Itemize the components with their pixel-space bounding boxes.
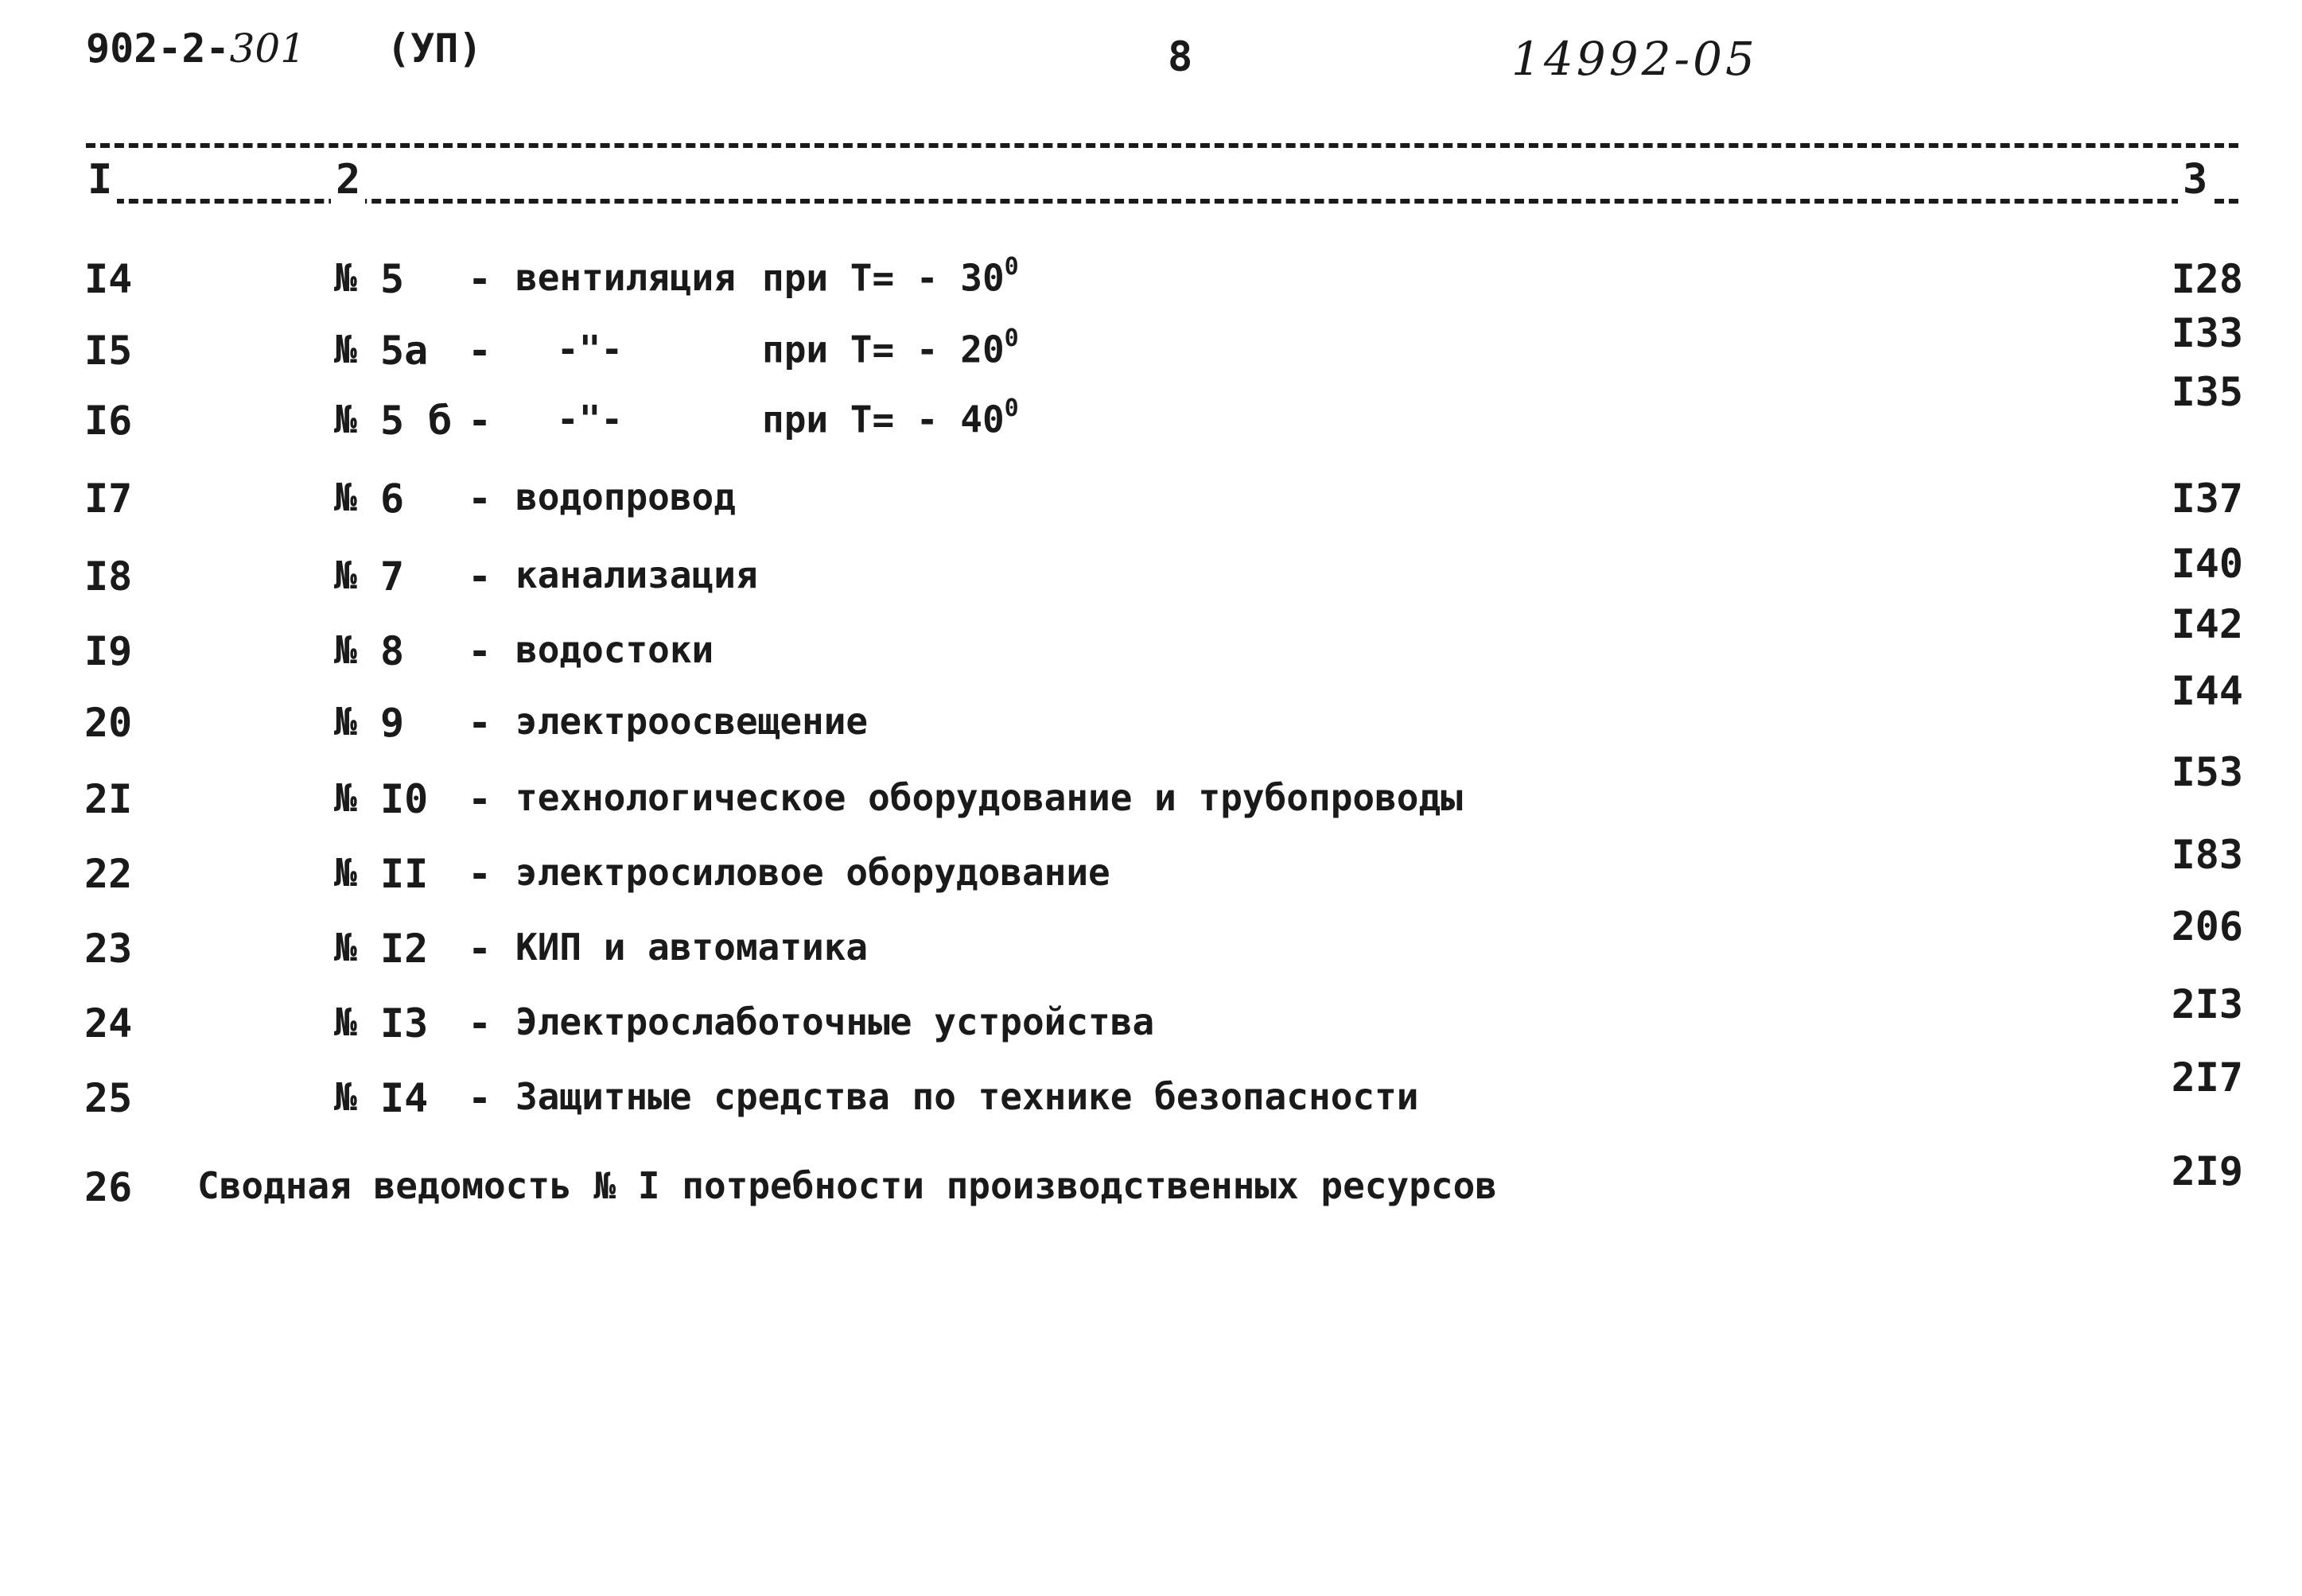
item-number: I4 — [84, 256, 133, 302]
estimate-code: 5а — [380, 328, 429, 374]
estimate-code: 8 — [380, 628, 405, 674]
item-description: КИП и автоматика — [515, 926, 869, 969]
item-sheet-number: I28 — [2171, 256, 2243, 302]
document-mode: (УП) — [387, 25, 483, 72]
item-number: I5 — [84, 328, 133, 374]
document-code-handwritten: 301 — [229, 25, 306, 72]
item-sheet-number: I33 — [2171, 310, 2243, 356]
item-description: вентиляция — [515, 256, 736, 299]
item-dash: - — [468, 1000, 492, 1047]
estimate-code: 6 — [380, 476, 405, 522]
item-number: I9 — [84, 628, 133, 674]
item-description: водопровод — [515, 476, 736, 518]
list-item — [0, 541, 2302, 609]
item-description: технологическое оборудование и трубопроводы — [515, 776, 1463, 819]
item-number: 20 — [84, 700, 133, 746]
list-item — [0, 310, 2302, 383]
item-sheet-number: I35 — [2171, 369, 2243, 415]
temperature-text: при Т= - 30 — [762, 256, 1005, 300]
item-sheet-number: I83 — [2171, 832, 2243, 878]
document-code — [86, 25, 305, 72]
estimate-code: I0 — [380, 776, 429, 822]
list-item — [0, 749, 2302, 832]
item-dash: - — [468, 700, 492, 746]
column-number-2: 2 — [331, 156, 365, 204]
item-number: I7 — [84, 476, 133, 522]
item-description: Защитные средства по технике безопасности — [515, 1075, 1419, 1118]
number-sign: № — [334, 398, 357, 442]
item-description: -"- — [557, 398, 624, 441]
item-sheet-number: 2I3 — [2171, 981, 2243, 1027]
item-dash: - — [468, 328, 492, 374]
item-description: электроосвещение — [515, 700, 869, 743]
summary-row — [0, 1148, 2302, 1220]
list-item — [0, 476, 2302, 531]
list-item — [0, 668, 2302, 755]
item-number: 2I — [84, 776, 133, 822]
number-sign: № — [334, 256, 357, 301]
degree-mark: 0 — [1004, 324, 1019, 352]
list-item — [0, 832, 2302, 907]
item-description: -"- — [557, 328, 624, 371]
degree-mark: 0 — [1004, 394, 1019, 422]
temperature-condition — [762, 324, 1019, 371]
list-item — [0, 981, 2302, 1056]
estimate-code: I2 — [380, 926, 429, 972]
degree-mark: 0 — [1004, 253, 1019, 281]
summary-row-sheet: 2I9 — [2171, 1148, 2243, 1194]
estimate-code: 7 — [380, 553, 405, 600]
list-item — [0, 369, 2302, 453]
item-dash: - — [468, 476, 492, 522]
number-sign: № — [334, 328, 357, 372]
number-sign: № — [334, 926, 357, 970]
temperature-text: при Т= - 20 — [762, 328, 1005, 371]
number-sign: № — [334, 628, 357, 673]
item-number: 23 — [84, 926, 133, 972]
item-number: I8 — [84, 553, 133, 600]
item-sheet-number: 206 — [2171, 903, 2243, 949]
temperature-condition — [762, 253, 1019, 300]
estimate-code: I3 — [380, 1000, 429, 1047]
item-dash: - — [468, 553, 492, 600]
page-number: 8 — [1168, 33, 1193, 81]
column-number-1: I — [83, 156, 117, 204]
list-item — [0, 601, 2302, 684]
item-description: канализация — [515, 553, 758, 596]
item-dash: - — [468, 256, 492, 302]
number-sign: № — [334, 476, 357, 520]
number-sign: № — [334, 553, 357, 598]
item-dash: - — [468, 776, 492, 822]
number-sign: № — [334, 1075, 357, 1120]
item-number: 22 — [84, 851, 133, 897]
item-sheet-number: I40 — [2171, 541, 2243, 587]
item-number: 24 — [84, 1000, 133, 1047]
estimate-code: 5 б — [380, 398, 453, 444]
summary-row-number: 26 — [84, 1164, 133, 1210]
list-item — [0, 903, 2302, 981]
document-code-printed: 902-2- — [86, 25, 230, 72]
item-dash: - — [468, 851, 492, 897]
number-sign: № — [334, 851, 357, 895]
item-sheet-number: I37 — [2171, 476, 2243, 522]
estimate-code: 9 — [380, 700, 405, 746]
estimate-code: I4 — [380, 1075, 429, 1121]
item-description: электросиловое оборудование — [515, 851, 1110, 894]
estimate-code: II — [380, 851, 429, 897]
number-sign: № — [334, 1000, 357, 1045]
list-item — [0, 1054, 2302, 1131]
item-number: 25 — [84, 1075, 133, 1121]
item-description: водостоки — [515, 628, 714, 671]
temperature-text: при Т= - 40 — [762, 398, 1005, 441]
handwritten-reference-number: 14992-05 — [1511, 32, 1758, 86]
item-dash: - — [468, 1075, 492, 1121]
number-sign: № — [334, 700, 357, 744]
item-sheet-number: I53 — [2171, 749, 2243, 795]
temperature-condition — [762, 394, 1019, 441]
column-dashed-rule — [86, 199, 2238, 204]
estimate-code: 5 — [380, 256, 405, 302]
item-number: I6 — [84, 398, 133, 444]
top-dashed-rule — [86, 143, 2238, 148]
summary-row-text: Сводная ведомость № I потребности производственных ресурсов — [197, 1164, 1497, 1207]
item-description: Электрослаботочные устройства — [515, 1000, 1155, 1043]
item-dash: - — [468, 926, 492, 972]
item-dash: - — [468, 628, 492, 674]
number-sign: № — [334, 776, 357, 821]
item-sheet-number: I44 — [2171, 668, 2243, 714]
item-sheet-number: I42 — [2171, 601, 2243, 647]
list-item — [0, 253, 2302, 312]
item-sheet-number: 2I7 — [2171, 1054, 2243, 1101]
column-number-3: 3 — [2178, 156, 2212, 204]
item-dash: - — [468, 398, 492, 444]
